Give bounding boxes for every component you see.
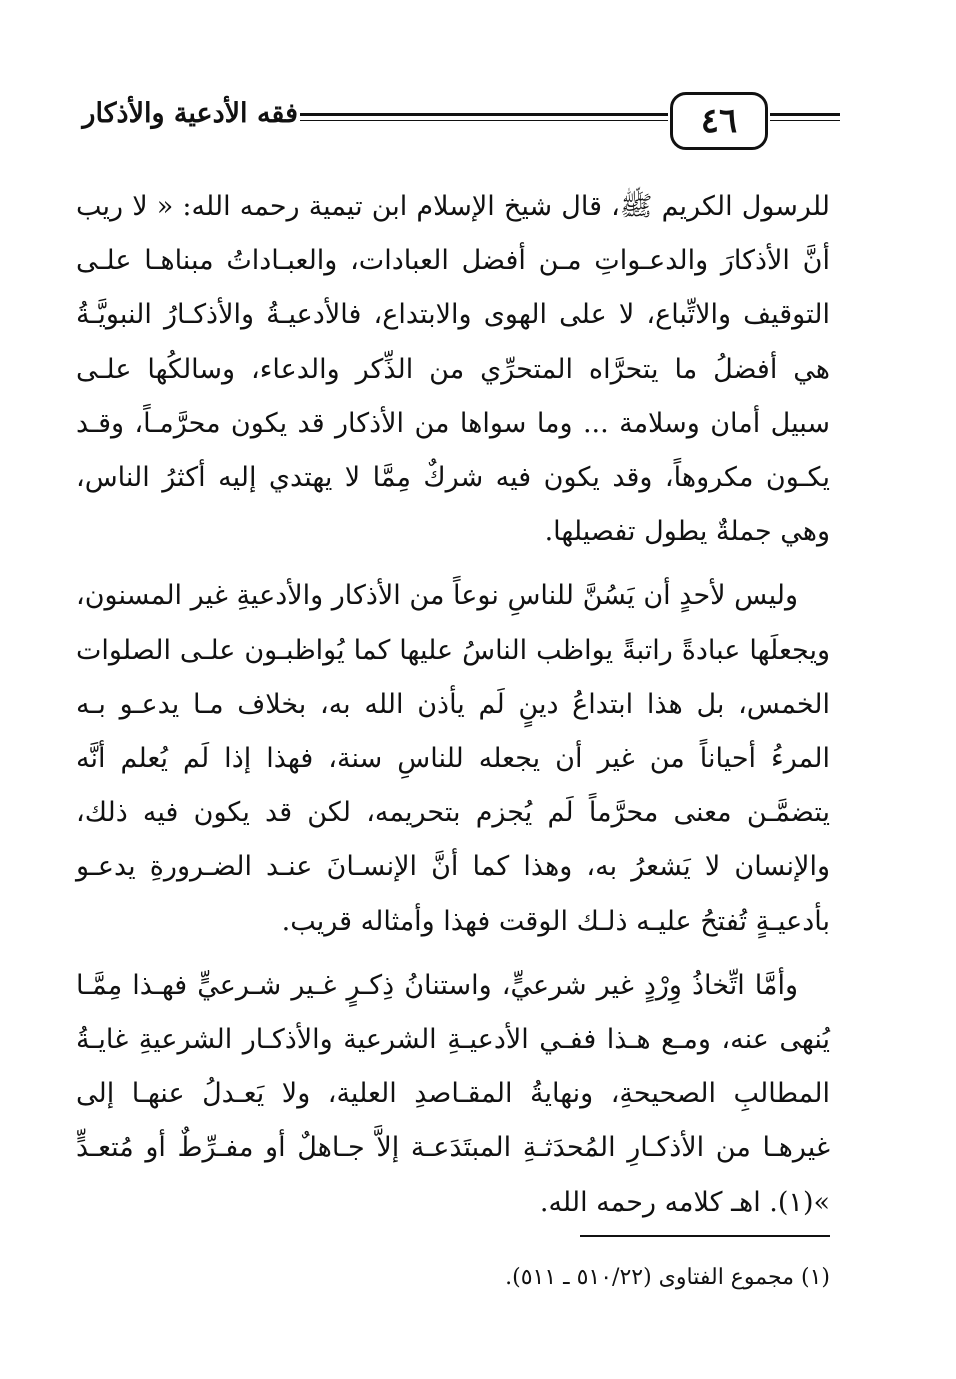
header-rule xyxy=(300,113,668,116)
page-header xyxy=(70,92,840,156)
header-rule xyxy=(770,113,840,116)
header-rule xyxy=(770,120,840,121)
book-title: فقه الأدعية والأذكار xyxy=(82,98,298,129)
footnote-divider xyxy=(580,1235,830,1237)
paragraph: للرسول الكريم ﷺ، قال شيخ الإسلام ابن تيمية رحمه الله: « لا ريب أنَّ الأذكارَ والدعـواتِ مـن أفضل العبادات، والعبـاداتُ مبناهـا علـى التوقيف والاتِّباع، لا على الهوى والابتداع، فالأدعيـةُ والأذكـارُ النبويَّـةُ هي أفضلُ ما يتحرَّاه المتحرِّي من الذِّكر والدعاء، وسالكُها علـى سبيل أمان وسلامة ... وما سواها من الأذكار قد يكون محرَّمـاً، وقـد يكـون مكروهاً، وقد يكون فيه شركٌ مِمَّا لا يهتدي إليه أكثرُ الناس، وهي جملةٌ يطول تفصيلها. xyxy=(76,191,830,548)
paragraph: وأمَّا اتِّخاذُ وِرْدٍ غير شرعيٍّ، واستنانُ ذِكـرٍ غـير شـرعيٍّ فهـذا مِمَّـا يُنهى عنه، ومـع هـذا ففـي الأدعيـةِ الشرعية والأذكـار الشرعيةِ غايـةُ المطالبِ الصحيحةِ، ونهايةُ المقـاصدِ العلية، ولا يَعـدلُ عنهـا إلى غيرهـا من الأذكـارِ المُحدَثـةِ المبتَدَعـة إلاَّ جـاهلٌ أو مفـرِّطٌ أو مُتعـدٍّ »(١). اهـ كلامه رحمه الله. xyxy=(76,969,830,1218)
page-number: ٤٦ xyxy=(670,92,768,150)
header-rule xyxy=(300,120,668,121)
main-text xyxy=(76,180,830,1240)
paragraph: وليس لأحدٍ أن يَسُنَّ للناسِ نوعاً من الأذكار والأدعيةِ غير المسنون، ويجعلَها عبادةً راتبةً يواظب الناسُ عليها كما يُواظبـون علـى الصلوات الخمس، بل هذا ابتداعُ دينٍ لَم يأذن الله به، بخلاف مـا يدعـو بـه المرءُ أحياناً من غير أن يجعله للناسِ سنة، فهذا إذا لَم يُعلم أنَّه يتضمَّـن معنى محرَّماً لَم يُجزم بتحريمه، لكن قد يكون فيه ذلك، والإنسان لا يَشعرُ به، وهذا كما أنَّ الإنسـانَ عنـد الضـرورةِ يدعـو بأدعيـةٍ تُفتحُ عليـه ذلـك الوقت فهذا وأمثاله قريب. xyxy=(76,580,830,937)
footnote: (١) مجموع الفتاوى (٥١٠/٢٢ ـ ٥١١). xyxy=(505,1265,830,1290)
